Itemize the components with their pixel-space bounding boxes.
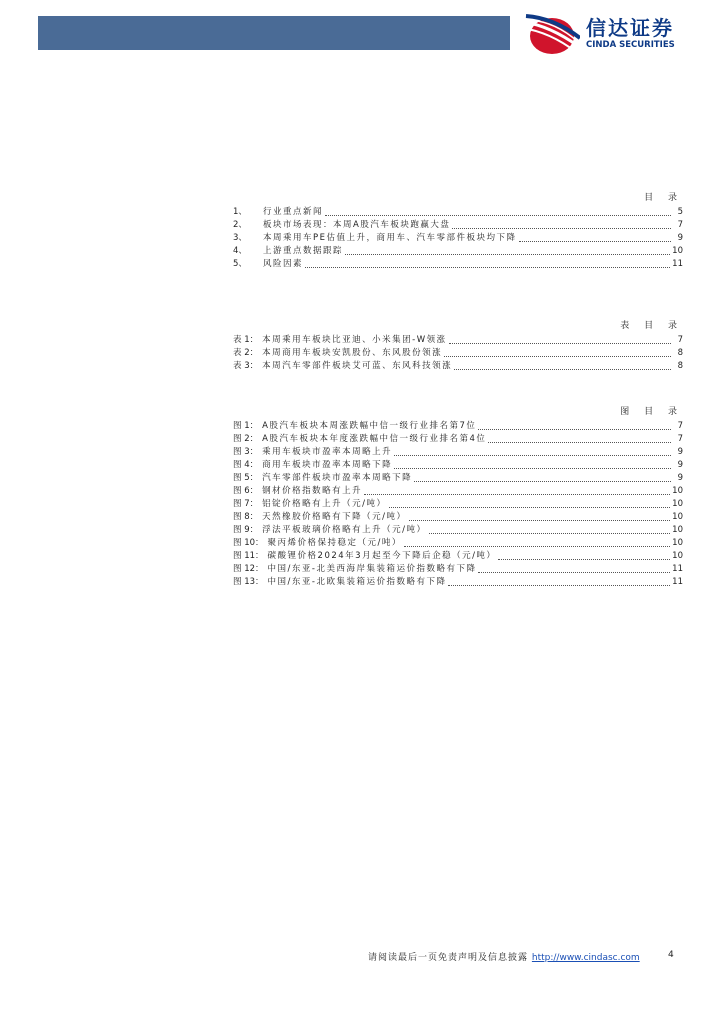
figures-entry-label: 乘用车板块市盈率本周略上升 xyxy=(262,447,393,457)
figures-entry-number: 图 10： xyxy=(233,538,264,548)
logo-name-en: CINDA SECURITIES xyxy=(586,40,675,50)
figures-entry-leader xyxy=(404,545,670,547)
figures-entry-number: 图 12： xyxy=(233,564,264,574)
figures-entry-page: 10 xyxy=(672,499,683,509)
figures-entry-page: 7 xyxy=(677,421,683,431)
figures-entry-page: 10 xyxy=(672,512,683,522)
toc-list xyxy=(233,206,683,271)
figures-entry-leader xyxy=(478,571,670,573)
figures-entry-leader xyxy=(394,467,671,469)
figures-entry-leader xyxy=(498,558,670,560)
figures-entry-page: 10 xyxy=(672,551,683,561)
tables-entry-number: 表 3： xyxy=(233,361,259,371)
toc-entry-number: 4、 xyxy=(233,246,247,256)
figures-entry-page: 9 xyxy=(677,447,683,457)
toc-entry[interactable] xyxy=(233,232,683,245)
figures-entry[interactable] xyxy=(233,511,683,524)
toc-entry-leader xyxy=(519,240,672,242)
toc-entry-number: 5、 xyxy=(233,259,247,269)
figures-entry-leader xyxy=(429,532,671,534)
figures-entry[interactable] xyxy=(233,472,683,485)
logo-name-cn: 信达证券 xyxy=(586,16,674,40)
figures-entry-number: 图 1： xyxy=(233,421,259,431)
figures-entry-label: 聚丙烯价格保持稳定（元/吨） xyxy=(267,538,402,548)
footer xyxy=(368,950,640,963)
figures-entry[interactable] xyxy=(233,485,683,498)
tables-entry[interactable] xyxy=(233,334,683,347)
tables-entry-number: 表 2： xyxy=(233,348,259,358)
figures-entry[interactable] xyxy=(233,446,683,459)
toc-entry-page: 11 xyxy=(672,259,683,269)
tables-section xyxy=(233,318,683,373)
figures-entry-number: 图 7： xyxy=(233,499,259,509)
figures-entry[interactable] xyxy=(233,420,683,433)
tables-entry[interactable] xyxy=(233,347,683,360)
footer-disclaimer: 请阅读最后一页免责声明及信息披露 xyxy=(368,953,529,963)
tables-entry[interactable] xyxy=(233,360,683,373)
toc-entry-leader xyxy=(345,253,670,255)
tables-entry-page: 8 xyxy=(677,348,683,358)
figures-entry-label: 中国/东亚-北欧集装箱运价指数略有下降 xyxy=(267,577,447,587)
tables-entry-page: 8 xyxy=(677,361,683,371)
figures-entry-number: 图 4： xyxy=(233,460,259,470)
tables-entry-label: 本周商用车板块安凯股份、东风股份领涨 xyxy=(262,348,443,358)
toc-entry-label: 板块市场表现：本周A股汽车板块跑赢大盘 xyxy=(263,220,451,230)
toc-entry[interactable] xyxy=(233,245,683,258)
figures-entry-label: 中国/东亚-北美西海岸集装箱运价指数略有下降 xyxy=(267,564,477,574)
figures-entry[interactable] xyxy=(233,498,683,511)
figures-entry-page: 9 xyxy=(677,460,683,470)
figures-entry-number: 图 8： xyxy=(233,512,259,522)
figures-entry-number: 图 6： xyxy=(233,486,259,496)
toc-entry-leader xyxy=(452,227,671,229)
figures-entry-label: A股汽车板块本年度涨跌幅中信一级行业排名第4位 xyxy=(262,434,487,444)
figures-entry[interactable] xyxy=(233,550,683,563)
logo-globe-icon xyxy=(520,12,580,58)
figures-entry-leader xyxy=(478,428,671,430)
figures-entry-leader xyxy=(389,506,671,508)
figures-entry-leader xyxy=(364,493,670,495)
figures-entry-label: 商用车板块市盈率本周略下降 xyxy=(262,460,393,470)
figures-entry-page: 10 xyxy=(672,486,683,496)
figures-entry[interactable] xyxy=(233,459,683,472)
website-link[interactable]: http://www.cindasc.com xyxy=(531,953,640,963)
toc-entry-page: 9 xyxy=(677,233,683,243)
tables-title: 表 目 录 xyxy=(620,321,683,331)
toc-entry-number: 2、 xyxy=(233,220,247,230)
header-bar xyxy=(38,16,510,50)
tables-entry-label: 本周乘用车板块比亚迪、小米集团-W领涨 xyxy=(262,335,447,345)
figures-entry[interactable] xyxy=(233,524,683,537)
figures-entry-label: 天然橡胶价格略有下降（元/吨） xyxy=(262,512,407,522)
figures-entry-number: 图 11： xyxy=(233,551,264,561)
figures-entry-label: A股汽车板块本周涨跌幅中信一级行业排名第7位 xyxy=(262,421,477,431)
figures-entry-page: 11 xyxy=(672,577,683,587)
page-number: 4 xyxy=(668,950,674,960)
figures-entry-label: 碳酸锂价格2024年3月起至今下降后企稳（元/吨） xyxy=(267,551,497,561)
figures-entry[interactable] xyxy=(233,563,683,576)
figures-entry-leader xyxy=(488,441,671,443)
figures-section xyxy=(233,404,683,589)
figures-entry-page: 10 xyxy=(672,538,683,548)
toc-entry-number: 1、 xyxy=(233,207,247,217)
toc-entry-label: 行业重点新闻 xyxy=(263,207,324,217)
toc-entry-page: 7 xyxy=(677,220,683,230)
figures-entry-leader xyxy=(394,454,671,456)
figures-entry-label: 汽车零部件板块市盈率本周略下降 xyxy=(262,473,413,483)
toc-entry-leader xyxy=(325,214,671,216)
toc-entry-label: 风险因素 xyxy=(263,259,304,269)
figures-entry-leader xyxy=(448,584,670,586)
figures-entry-label: 铝锭价格略有上升（元/吨） xyxy=(262,499,387,509)
toc-entry-label: 上游重点数据跟踪 xyxy=(263,246,344,256)
toc-entry-label: 本周乘用车PE估值上升，商用车、汽车零部件板块均下降 xyxy=(263,233,517,243)
toc-entry[interactable] xyxy=(233,206,683,219)
figures-entry[interactable] xyxy=(233,537,683,550)
figures-entry-page: 9 xyxy=(677,473,683,483)
toc-entry-page: 5 xyxy=(677,207,683,217)
figures-entry-label: 浮法平板玻璃价格略有上升（元/吨） xyxy=(262,525,427,535)
figures-entry-number: 图 2： xyxy=(233,434,259,444)
figures-entry-label: 钢材价格指数略有上升 xyxy=(262,486,363,496)
tables-entry-label: 本周汽车零部件板块艾可蓝、东风科技领涨 xyxy=(262,361,453,371)
figures-entry-page: 10 xyxy=(672,525,683,535)
figures-entry-leader xyxy=(409,519,671,521)
tables-list xyxy=(233,334,683,373)
tables-entry-page: 7 xyxy=(677,335,683,345)
toc-entry-number: 3、 xyxy=(233,233,247,243)
tables-entry-leader xyxy=(444,355,671,357)
figures-entry-number: 图 3： xyxy=(233,447,259,457)
tables-entry-leader xyxy=(454,368,671,370)
figures-entry-number: 图 5： xyxy=(233,473,259,483)
figures-entry-number: 图 13： xyxy=(233,577,264,587)
company-logo xyxy=(520,12,716,58)
toc-entry-page: 10 xyxy=(672,246,683,256)
figures-entry-page: 7 xyxy=(677,434,683,444)
toc-entry[interactable] xyxy=(233,258,683,271)
figures-entry[interactable] xyxy=(233,433,683,446)
toc-entry-leader xyxy=(305,266,670,268)
tables-entry-leader xyxy=(449,342,671,344)
figures-list xyxy=(233,420,683,589)
toc-section xyxy=(233,190,683,271)
figures-entry[interactable] xyxy=(233,576,683,589)
figures-entry-leader xyxy=(414,480,671,482)
toc-entry[interactable] xyxy=(233,219,683,232)
tables-entry-number: 表 1： xyxy=(233,335,259,345)
figures-entry-page: 11 xyxy=(672,564,683,574)
figures-title: 图 目 录 xyxy=(620,407,683,417)
toc-title: 目 录 xyxy=(644,193,683,203)
figures-entry-number: 图 9： xyxy=(233,525,259,535)
